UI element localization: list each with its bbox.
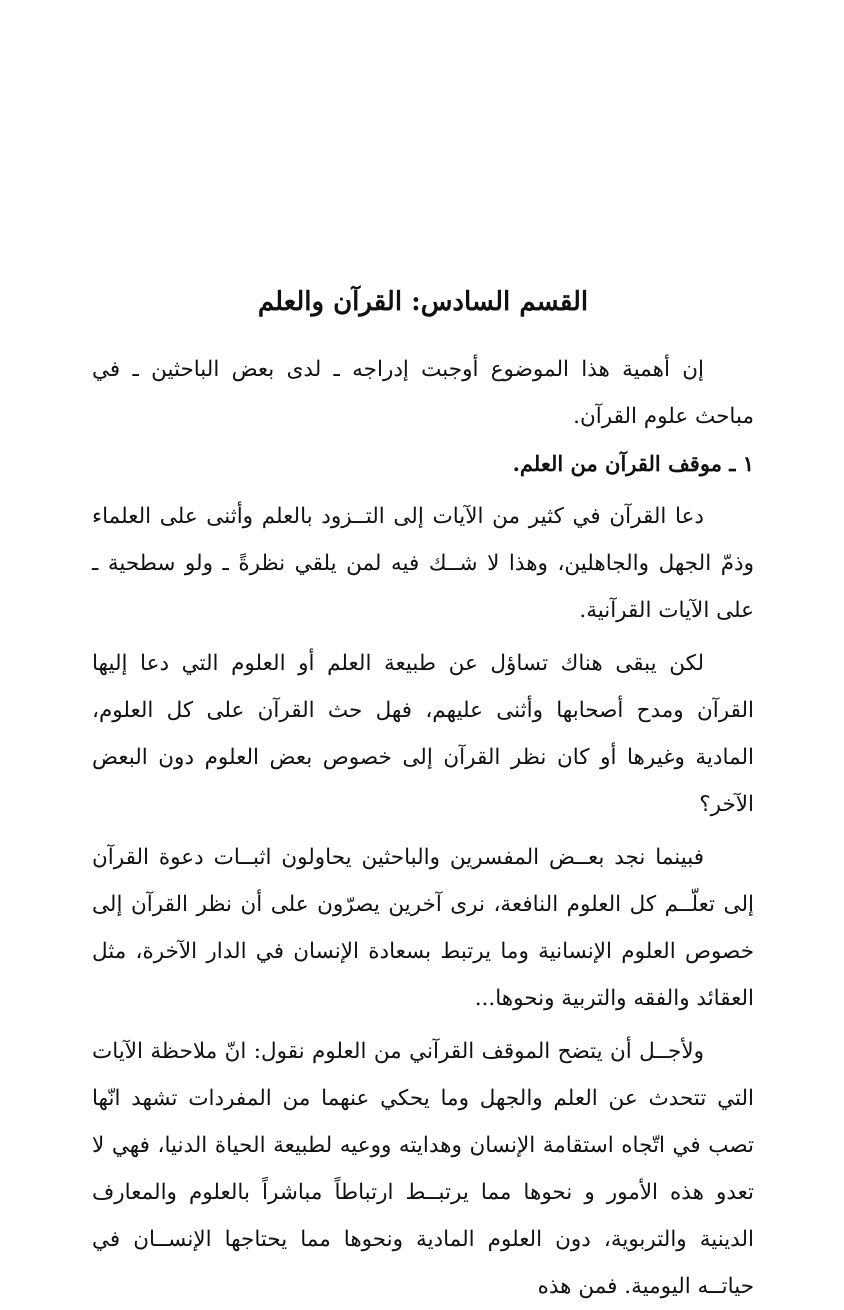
section-title: القسم السادس: القرآن والعلم [257,287,589,317]
document-body [92,346,754,1310]
document-page [92,0,754,1299]
subsection-heading: ١ ـ موقف القرآن من العلم. [512,451,754,476]
intro-paragraph: إن أهمية هذا الموضوع أوجبت إدراجه ـ لدى بعض الباحثين ـ في مباحث علوم القرآن. [92,357,754,429]
body-paragraph-1: دعا القرآن في كثير من الآيات إلى التــزود بالعلم وأثنى على العلماء وذمّ الجهل والجاهلين، وهذا لا شــك فيه لمن يلقي نظرةً ـ ولو سطحية ـ على الآيات القرآنية. [92,504,754,623]
body-paragraph-3: فبينما نجد بعــض المفسرين والباحثين يحاولون اثبــات دعوة القرآن إلى تعلّــم كل العلوم النافعة، نرى آخرين يصرّون على أن نظر القرآن إلى خصوص العلوم الإنسانية وما يرتبط بسعادة الإنسان في الدار الآخرة، مثل العقائد والفقه والتربية ونحوها... [92,845,754,1011]
body-paragraph-4: ولأجــل أن يتضح الموقف القرآني من العلوم نقول: انّ ملاحظة الآيات التي تتحدث عن العلم والجهل وما يحكي عنهما من المفردات تشهد انّها تصب في اتّجاه استقامة الإنسان وهدايته ووعيه لطبيعة الحياة الدنيا، فهي لا تعدو هذه الأمور و نحوها مما يرتبــط ارتباطاً مباشراً بالعلوم والمعارف الدينية والتربوية، دون العلوم المادية ونحوها مما يحتاجها الإنســان في حياتــه اليومية. فمن هذه [92,1039,754,1299]
body-paragraph-2: لكن يبقى هناك تساؤل عن طبيعة العلم أو العلوم التي دعا إليها القرآن ومدح أصحابها وأثنى عليهم، فهل حث القرآن على كل العلوم، المادية وغيرها أو كان نظر القرآن إلى خصوص بعض العلوم دون البعض الآخر؟ [92,651,754,817]
